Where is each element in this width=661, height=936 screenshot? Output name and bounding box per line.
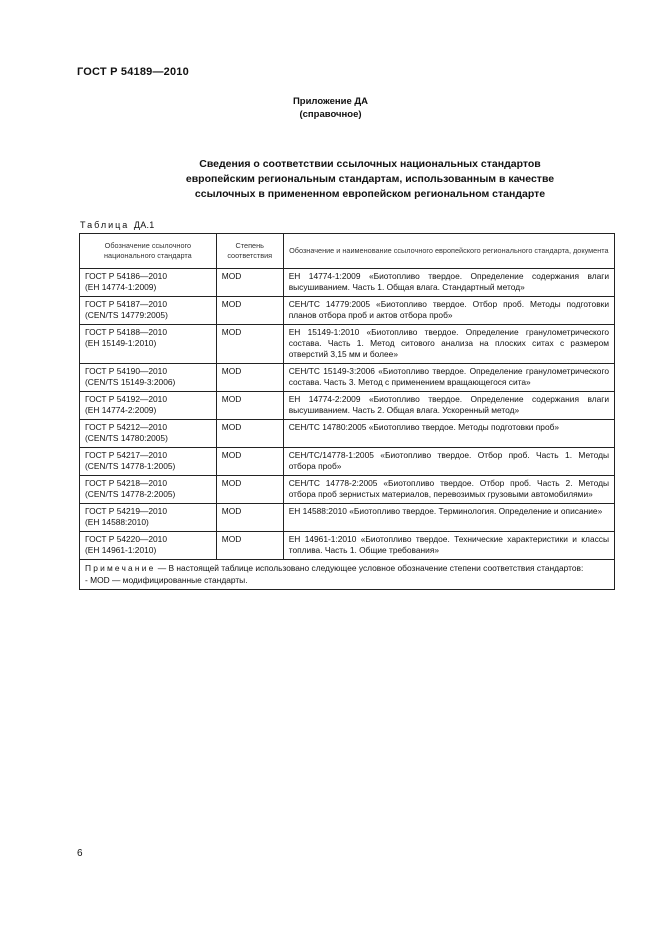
table-note-row <box>80 560 615 590</box>
degree-cell: MOD <box>216 325 283 364</box>
document-code: ГОСТ Р 54189—2010 <box>77 66 189 78</box>
national-standard-code: ГОСТ Р 54186—2010 <box>85 271 167 281</box>
header-national-standard: Обозначение ссылочного национального стандарта <box>80 234 217 269</box>
national-standard-cell <box>80 532 217 560</box>
european-standard-cell: ЕН 14774-2:2009 «Биотопливо твердое. Определение содержания влаги высушиванием. Часть 2. Общая влага. Ускоренный метод» <box>283 392 614 420</box>
table-row <box>80 532 615 560</box>
note-item: - MOD — модифицированные стандарты. <box>85 575 248 585</box>
national-standard-source: (ЕН 14774-2:2009) <box>85 405 157 415</box>
degree-cell: MOD <box>216 269 283 297</box>
european-standard-cell: ЕН 14774-1:2009 «Биотопливо твердое. Определение содержания влаги высушиванием. Часть 1. Общая влага. Стандартный метод» <box>283 269 614 297</box>
national-standard-code: ГОСТ Р 54188—2010 <box>85 327 167 337</box>
degree-cell: MOD <box>216 297 283 325</box>
table-header-row <box>80 234 615 269</box>
national-standard-code: ГОСТ Р 54219—2010 <box>85 506 167 516</box>
national-standard-cell <box>80 269 217 297</box>
national-standard-cell <box>80 325 217 364</box>
table-row <box>80 325 615 364</box>
national-standard-source: (CEN/TS 15149-3:2006) <box>85 377 176 387</box>
european-standard-cell: CEH/TC 14778-2:2005 «Биотопливо твердое. Отбор проб. Часть 2. Методы отбора проб зернистых материалов, перевозимых грузовыми автомобилями» <box>283 476 614 504</box>
degree-cell: MOD <box>216 392 283 420</box>
table-row <box>80 269 615 297</box>
european-standard-cell: CEH/TC 15149-3:2006 «Биотопливо твердое. Определение гранулометрического состава. Часть 3. Метод с применением вращающегося сита» <box>283 364 614 392</box>
european-standard-cell: CEH/TC/14778-1:2005 «Биотопливо твердое. Отбор проб. Часть 1. Методы отбора проб» <box>283 448 614 476</box>
national-standard-cell <box>80 476 217 504</box>
national-standard-source: (ЕН 14588:2010) <box>85 517 149 527</box>
table-row <box>80 297 615 325</box>
european-standard-cell: ЕН 14961-1:2010 «Биотопливо твердое. Технические характеристики и классы топлива. Часть 1. Общие требования» <box>283 532 614 560</box>
national-standard-source: (ЕН 14961-1:2010) <box>85 545 157 555</box>
appendix-subtitle: (справочное) <box>299 109 362 120</box>
national-standard-code: ГОСТ Р 54217—2010 <box>85 450 167 460</box>
national-standard-cell <box>80 392 217 420</box>
degree-cell: MOD <box>216 504 283 532</box>
national-standard-code: ГОСТ Р 54220—2010 <box>85 534 167 544</box>
national-standard-source: (ЕН 15149-1:2010) <box>85 338 157 348</box>
heading-line-2: европейским региональным стандартам, использованным в качестве <box>185 173 555 185</box>
national-standard-source: (CEN/TS 14780:2005) <box>85 433 168 443</box>
table-row <box>80 392 615 420</box>
table-note <box>80 560 615 590</box>
note-label: Примечание <box>85 563 156 573</box>
national-standard-cell <box>80 448 217 476</box>
national-standard-code: ГОСТ Р 54212—2010 <box>85 422 167 432</box>
table-row <box>80 476 615 504</box>
table-row <box>80 504 615 532</box>
degree-cell: MOD <box>216 448 283 476</box>
table-row <box>80 420 615 448</box>
heading-line-3: ссылочных в примененном европейском региональном стандарте <box>194 188 546 200</box>
header-european-standard: Обозначение и наименование ссылочного европейского регионального стандарта, документа <box>283 234 614 269</box>
degree-cell: MOD <box>216 476 283 504</box>
national-standard-source: (ЕН 14774-1:2009) <box>85 282 157 292</box>
degree-cell: MOD <box>216 364 283 392</box>
table-body <box>80 269 615 560</box>
national-standard-cell <box>80 420 217 448</box>
national-standard-cell <box>80 364 217 392</box>
european-standard-cell: CEH/TC 14780:2005 «Биотопливо твердое. Методы подготовки проб» <box>283 420 614 448</box>
standards-table <box>79 233 615 590</box>
european-standard-cell: ЕН 15149-1:2010 «Биотопливо твердое. Определение гранулометрического состава. Часть 1. Метод ситового анализа на плоских ситах с размером отверстий 3,15 мм и более» <box>283 325 614 364</box>
table-row <box>80 448 615 476</box>
note-text: — В настоящей таблице использовано следующее условное обозначение степени соответствия стандартов: <box>155 563 584 573</box>
table-caption <box>80 220 155 230</box>
national-standard-source: (CEN/TS 14779:2005) <box>85 310 168 320</box>
degree-cell: MOD <box>216 532 283 560</box>
degree-cell: MOD <box>216 420 283 448</box>
heading-line-1: Сведения о соответствии ссылочных национальных стандартов <box>199 158 541 170</box>
section-heading <box>90 157 650 202</box>
national-standard-cell <box>80 297 217 325</box>
header-degree: Степень соответствия <box>216 234 283 269</box>
appendix-title: Приложение ДА <box>292 96 369 107</box>
national-standard-cell <box>80 504 217 532</box>
national-standard-code: ГОСТ Р 54218—2010 <box>85 478 167 488</box>
page-number: 6 <box>77 848 83 859</box>
table-caption-number: ДА.1 <box>133 220 155 230</box>
national-standard-source: (CEN/TS 14778-2:2005) <box>85 489 176 499</box>
national-standard-code: ГОСТ Р 54190—2010 <box>85 366 167 376</box>
national-standard-code: ГОСТ Р 54192—2010 <box>85 394 167 404</box>
table-caption-word: Таблица <box>80 220 130 230</box>
table-row <box>80 364 615 392</box>
european-standard-cell: CEH/TC 14779:2005 «Биотопливо твердое. Отбор проб. Методы подготовки планов отбора проб и актов отбора проб» <box>283 297 614 325</box>
national-standard-code: ГОСТ Р 54187—2010 <box>85 299 167 309</box>
national-standard-source: (CEN/TS 14778-1:2005) <box>85 461 176 471</box>
european-standard-cell: ЕН 14588:2010 «Биотопливо твердое. Терминология. Определение и описание» <box>283 504 614 532</box>
